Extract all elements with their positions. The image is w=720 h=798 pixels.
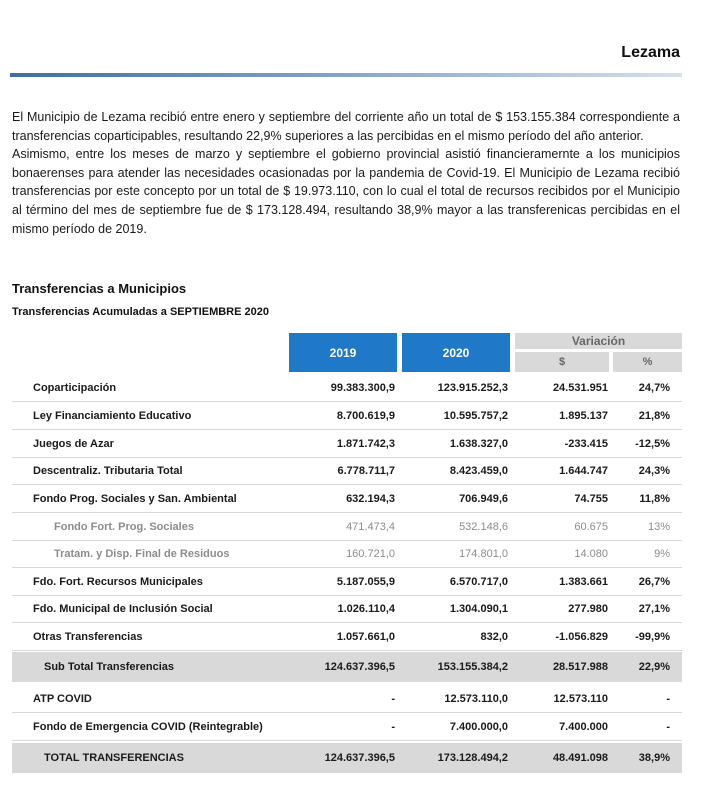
cell-2019: 99.383.300,9 <box>330 381 395 394</box>
cell-pct: 38,9% <box>638 752 670 764</box>
intro-paragraph-1: El Municipio de Lezama recibió entre enero y septiembre del corriente año un total de $ 153.155.384 correspondiente a transferencias coparticipables, resultando 22,9% superiores a las percibidas en el mismo período del año anterior. <box>12 110 680 143</box>
cell-2019: 6.778.711,7 <box>337 464 395 477</box>
cell-2020: 10.595.757,2 <box>443 409 508 422</box>
cell-variacion: 1.383.661 <box>559 575 608 588</box>
cell-variacion: 14.080 <box>574 547 608 560</box>
table-row <box>12 457 682 485</box>
row-label: Fdo. Fort. Recursos Municipales <box>33 575 203 588</box>
cell-pct: 26,7% <box>638 575 670 588</box>
row-label: Fondo Fort. Prog. Sociales <box>54 520 194 533</box>
cell-2019: 1.871.742,3 <box>336 437 395 450</box>
header-variacion-pct: % <box>613 352 682 372</box>
table-row <box>12 685 682 713</box>
intro-paragraph-2: Asimismo, entre los meses de marzo y septiembre el gobierno provincial asistió financieramernte a los municipios bonaerenses para atender las necesidades ocasionadas por la pandemia de Covid-19. El Municipio de Lezama recibió transferencias por este concepto por un total de $ 19.973.110, con lo cual el total de recursos recibidos por el Municipio al término del mes de septiembre fue de $ 173.128.494, resultando 38,9% mayor a las transferenicas percibidas en el mismo período de 2019. <box>12 147 680 236</box>
row-label: ATP COVID <box>33 692 92 705</box>
cell-pct: - <box>666 720 670 733</box>
cell-variacion: 277.980 <box>568 602 608 615</box>
row-label: Fdo. Municipal de Inclusión Social <box>33 602 213 615</box>
table-row <box>12 623 682 651</box>
cell-pct: - <box>666 692 670 705</box>
header-2020: 2020 <box>402 333 510 372</box>
row-label: Tratam. y Disp. Final de Residuos <box>54 547 230 560</box>
intro-text <box>12 108 680 238</box>
cell-2019: 8.700.619,9 <box>336 409 395 422</box>
table-row <box>12 485 682 513</box>
cell-2019: 632.194,3 <box>346 492 395 505</box>
cell-variacion: 74.755 <box>574 492 608 505</box>
table-row <box>12 513 682 541</box>
cell-2020: 8.423.459,0 <box>449 464 508 477</box>
table-row <box>12 402 682 430</box>
cell-variacion: 12.573.110 <box>553 692 608 705</box>
cell-2020: 174.801,0 <box>459 547 508 560</box>
row-label: Ley Financiamiento Educativo <box>33 409 192 422</box>
cell-2019: 160.721,0 <box>346 547 395 560</box>
table-row <box>12 430 682 458</box>
header-variacion: Variación <box>515 333 682 349</box>
table-row <box>12 374 682 402</box>
cell-pct: 13% <box>647 520 670 533</box>
total-row <box>12 743 682 773</box>
cell-pct: -12,5% <box>635 437 670 450</box>
cell-2020: 706.949,6 <box>459 492 508 505</box>
row-label: Fondo de Emergencia COVID (Reintegrable) <box>33 720 263 733</box>
cell-pct: 24,3% <box>638 464 670 477</box>
cell-pct: 9% <box>654 547 670 560</box>
subtotal-row <box>12 652 682 682</box>
header-variacion-pesos: $ <box>515 352 609 372</box>
cell-2019: 1.057.661,0 <box>336 630 395 643</box>
title-rule <box>10 73 682 77</box>
cell-variacion: -1.056.829 <box>555 630 608 643</box>
cell-variacion: -233.415 <box>564 437 608 450</box>
row-label: Juegos de Azar <box>33 437 114 450</box>
cell-2020: 1.638.327,0 <box>449 437 508 450</box>
cell-2020: 123.915.252,3 <box>437 381 508 394</box>
cell-2020: 12.573.110,0 <box>444 692 508 705</box>
cell-variacion: 1.895.137 <box>559 409 608 422</box>
cell-variacion: 48.491.098 <box>552 752 608 764</box>
cell-2020: 7.400.000,0 <box>449 720 508 733</box>
cell-2020: 173.128.494,2 <box>437 752 508 764</box>
cell-2019: 124.637.396,5 <box>324 752 395 764</box>
cell-pct: 22,9% <box>638 661 670 673</box>
cell-variacion: 60.675 <box>574 520 608 533</box>
cell-2020: 532.148,6 <box>459 520 508 533</box>
row-label: Otras Transferencias <box>33 630 143 643</box>
cell-pct: 21,8% <box>638 409 670 422</box>
table-row <box>12 713 682 741</box>
row-label: TOTAL TRANSFERENCIAS <box>44 752 184 764</box>
cell-2019: - <box>391 692 395 705</box>
cell-2019: 1.026.110,4 <box>337 602 395 615</box>
cell-2019: 5.187.055,9 <box>336 575 395 588</box>
row-label: Coparticipación <box>33 381 117 394</box>
cell-2020: 6.570.717,0 <box>449 575 508 588</box>
table-subtitle: Transferencias Acumuladas a SEPTIEMBRE 2020 <box>12 306 269 318</box>
cell-2019: 124.637.396,5 <box>324 661 395 673</box>
page-title: Lezama <box>621 44 680 61</box>
table-row <box>12 568 682 596</box>
cell-2020: 153.155.384,2 <box>437 661 508 673</box>
cell-variacion: 28.517.988 <box>552 661 608 673</box>
cell-pct: 11,8% <box>639 492 670 505</box>
table-row <box>12 595 682 623</box>
cell-2020: 832,0 <box>480 630 508 643</box>
cell-pct: 24,7% <box>638 381 670 394</box>
cell-variacion: 1.644.747 <box>559 464 608 477</box>
row-label: Fondo Prog. Sociales y San. Ambiental <box>33 492 237 505</box>
cell-2019: - <box>391 720 395 733</box>
table-row <box>12 540 682 568</box>
row-label: Descentraliz. Tributaria Total <box>33 464 183 477</box>
cell-2020: 1.304.090,1 <box>449 602 508 615</box>
cell-variacion: 24.531.951 <box>552 381 608 394</box>
header-2019: 2019 <box>289 333 397 372</box>
cell-pct: -99,9% <box>635 630 670 643</box>
cell-2019: 471.473,4 <box>346 520 395 533</box>
section-title: Transferencias a Municipios <box>12 281 187 296</box>
cell-pct: 27,1% <box>638 602 670 615</box>
row-label: Sub Total Transferencias <box>44 661 175 673</box>
cell-variacion: 7.400.000 <box>559 720 608 733</box>
